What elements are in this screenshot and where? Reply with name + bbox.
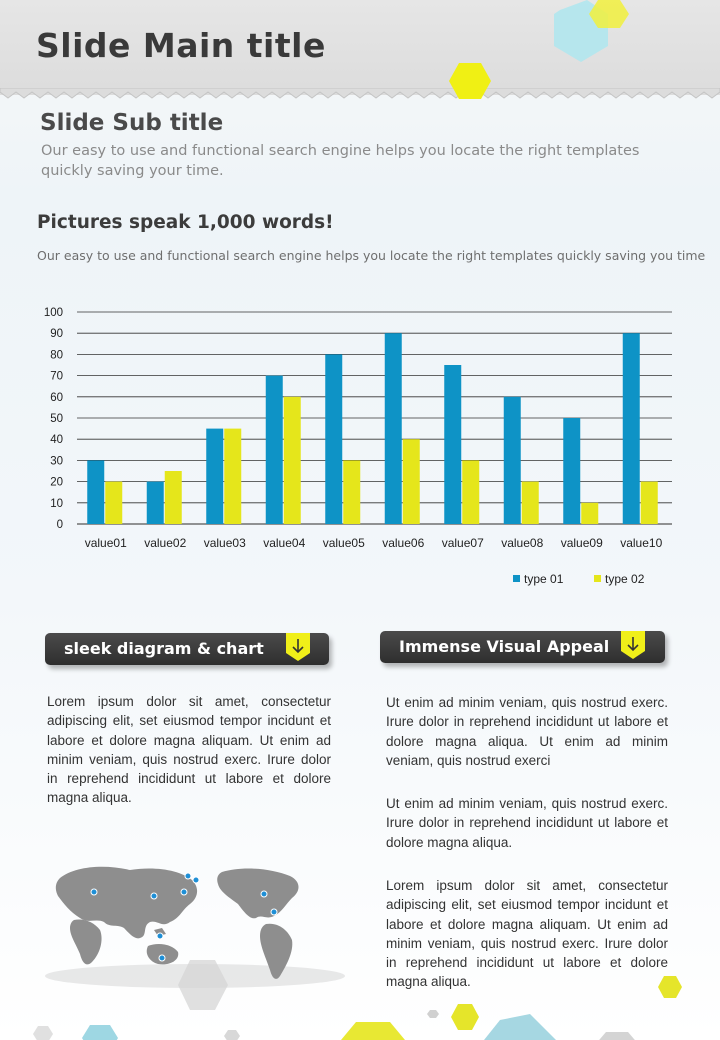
x-tick-label: value07 [441,536,484,550]
y-tick-label: 40 [50,434,63,447]
tag-label-right: Immense Visual Appeal [399,637,610,656]
bar-type02-value07 [462,460,479,524]
left-paragraph: Lorem ipsum dolor sit amet, consectetur adipiscing elit, set eiusmod tempor incidunt et labore et dolore magna aliquam. Ut enim ad minim veniam, quis nostrud exerc. Irure dolor in reprehend incididunt ut labore et dolore magna aliqua. [47,694,331,806]
hexagon-yellow-icon [448,62,492,100]
legend-swatch-1 [513,575,520,582]
hexagon-gray-right-shape [594,1032,640,1040]
x-tick-label: value09 [560,536,603,550]
bar-type01-value09 [563,418,580,524]
y-tick-label: 90 [50,328,63,341]
hexagon-gray-tiny-shape [224,1030,240,1040]
hexagon-yellow-bottom-shape [336,1022,410,1040]
x-tick-label: value04 [263,536,306,550]
y-tick-label: 60 [50,391,63,404]
y-tick-label: 80 [50,349,63,362]
arrow-down-icon [286,633,310,661]
hexagon-gray-large-shape [178,960,228,1010]
hexagon-cyan-bottom-shape [484,1014,556,1040]
decorative-hexagons-top [540,0,720,100]
sub-title-description: Our easy to use and functional search engine helps you locate the right templates quickly saving your time. [41,143,640,179]
right-paragraph-3: Lorem ipsum dolor sit amet, consectetur adipiscing elit, set eiusmod tempor incidunt et labore et dolore magna aliquam. Ut enim ad minim veniam, quis nostrud exerc. Irure dolor in reprehend incididunt ut labore et dolore magna aliqua. [386,878,668,990]
x-tick-label: value02 [144,536,187,550]
bar-type01-value06 [385,333,402,524]
tag-immense-visual [380,631,665,663]
decorative-hexagons-bottom [0,950,720,1040]
y-tick-label: 30 [50,455,63,468]
bar-type02-value02 [165,471,182,524]
hexagon-cyan-small-shape [82,1025,118,1040]
tag-label-left: sleek diagram & chart [64,639,264,658]
bar-type02-value01 [105,482,122,524]
slide-sub-title: Slide Sub title [40,110,224,136]
bar-type01-value01 [87,460,104,524]
slide-main-title: Slide Main title [36,26,326,65]
x-tick-label: value05 [322,536,365,550]
bar-chart [0,290,720,600]
bar-type02-value05 [343,460,360,524]
hexagon-gray-dot-shape [427,1010,439,1018]
right-paragraph-1: Ut enim ad minim veniam, quis nostrud exerc. Irure dolor in reprehend incididunt ut labore et dolore magna aliqua. Ut enim ad minim veniam, quis nostrud exerci [386,695,668,768]
bar-type01-value02 [147,482,164,524]
x-tick-label: value06 [382,536,425,550]
bar-type01-value04 [266,376,283,524]
hexagon-gray-small-shape [33,1026,53,1040]
bar-type02-value08 [522,482,539,524]
bar-type01-value10 [623,333,640,524]
bar-type02-value03 [224,429,241,524]
hexagon-yellow-mid-shape [451,1004,479,1030]
bar-type01-value08 [504,397,521,524]
y-tick-label: 50 [50,413,63,425]
section-title: Pictures speak 1,000 words! [37,212,334,233]
bar-type02-value04 [284,397,301,524]
legend-label-2: type 02 [605,572,645,586]
y-tick-label: 70 [50,370,63,383]
tag-sleek-diagram [45,633,329,665]
y-tick-label: 10 [50,497,63,510]
arrow-down-icon [621,631,645,659]
hexagon-yellow-right-shape [658,976,682,998]
bar-type02-value06 [403,439,420,524]
bar-type02-value10 [641,482,658,524]
bar-type01-value05 [325,354,342,524]
x-tick-label: value10 [620,536,663,550]
x-tick-label: value01 [84,536,127,550]
y-tick-label: 20 [50,476,63,489]
y-tick-label: 100 [43,307,63,319]
legend-label-1: type 01 [524,572,564,586]
right-paragraph-2: Ut enim ad minim veniam, quis nostrud exerc. Irure dolor in reprehend incididunt ut labore et dolore magna aliqua. [386,796,668,850]
legend-swatch-2 [594,575,601,582]
section-description: Our easy to use and functional search engine helps you locate the right templates quickly saving you time [37,248,706,263]
bar-type01-value03 [206,429,223,524]
x-tick-label: value08 [501,536,544,550]
bar-type01-value07 [444,365,461,524]
bar-type02-value09 [581,503,598,524]
x-tick-label: value03 [203,536,246,550]
y-tick-label: 0 [56,519,63,531]
